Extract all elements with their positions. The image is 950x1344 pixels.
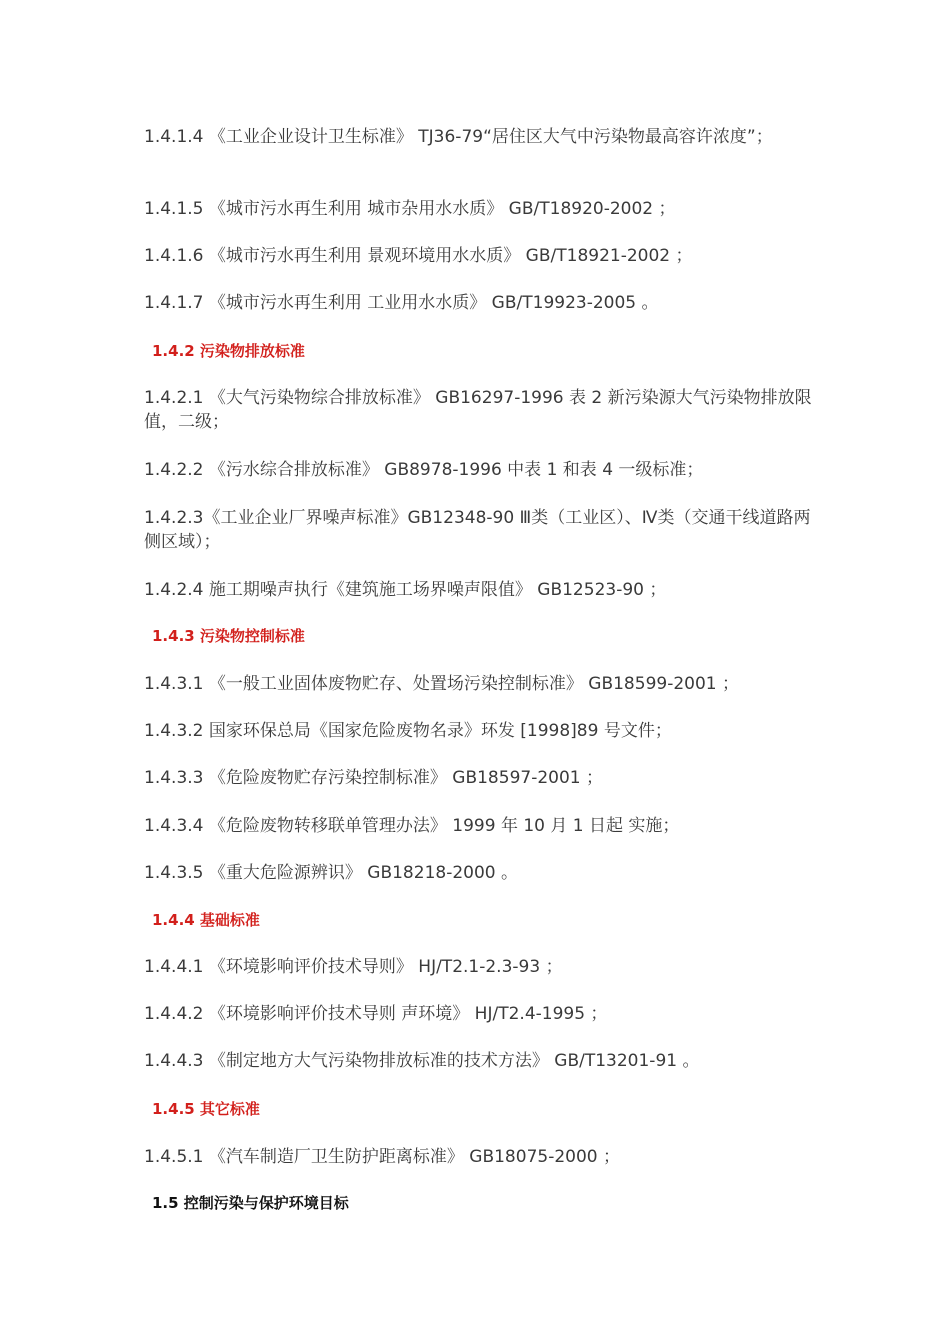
section-heading-1-4-4: 1.4.4 基础标准 xyxy=(152,911,260,929)
standard-item-1-4-3-5: 1.4.3.5 《重大危险源辨识》 GB18218-2000 。 xyxy=(144,863,518,883)
standard-item-1-4-5-1: 1.4.5.1 《汽车制造厂卫生防护距离标准》 GB18075-2000 ； xyxy=(144,1147,620,1167)
standard-item-1-4-1-4: 1.4.1.4 《工业企业设计卫生标准》 TJ36-79“居住区大气中污染物最高容许浓度”； xyxy=(144,127,773,147)
standard-item-1-4-2-1: 1.4.2.1 《大气污染物综合排放标准》 GB16297-1996 表 2 新污染源大气污染物排放限值，二级； xyxy=(144,388,812,432)
standard-item-1-4-1-7: 1.4.1.7 《城市污水再生利用 工业用水水质》 GB/T19923-2005 。 xyxy=(144,293,659,313)
section-heading-1-4-3: 1.4.3 污染物控制标准 xyxy=(152,627,305,645)
standard-item-1-4-4-1: 1.4.4.1 《环境影响评价技术导则》 HJ/T2.1-2.3-93 ； xyxy=(144,957,563,977)
section-heading-1-4-2: 1.4.2 污染物排放标准 xyxy=(152,342,305,360)
standard-item-1-4-3-3: 1.4.3.3 《危险废物贮存污染控制标准》 GB18597-2001 ； xyxy=(144,768,603,788)
standard-item-1-4-1-6: 1.4.1.6 《城市污水再生利用 景观环境用水水质》 GB/T18921-2002 ； xyxy=(144,246,693,266)
standard-item-1-4-1-5: 1.4.1.5 《城市污水再生利用 城市杂用水水质》 GB/T18920-2002 ； xyxy=(144,199,676,219)
section-heading-1-5: 1.5 控制污染与保护环境目标 xyxy=(152,1194,349,1212)
standard-item-1-4-3-1: 1.4.3.1 《一般工业固体废物贮存、处置场污染控制标准》 GB18599-2001 ； xyxy=(144,674,739,694)
standard-item-1-4-4-3: 1.4.4.3 《制定地方大气污染物排放标准的技术方法》 GB/T13201-91 。 xyxy=(144,1051,700,1071)
standard-item-1-4-2-2: 1.4.2.2 《污水综合排放标准》 GB8978-1996 中表 1 和表 4 一级标准； xyxy=(144,460,704,480)
standard-item-1-4-4-2: 1.4.4.2 《环境影响评价技术导则 声环境》 HJ/T2.4-1995 ； xyxy=(144,1004,608,1024)
standard-item-1-4-2-3: 1.4.2.3《工业企业厂界噪声标准》GB12348-90 Ⅲ类（工业区）、Ⅳ类（交通干线道路两侧区域）； xyxy=(144,508,811,552)
section-heading-1-4-5: 1.4.5 其它标准 xyxy=(152,1100,260,1118)
standard-item-1-4-3-2: 1.4.3.2 国家环保总局《国家危险废物名录》环发 [1998]89 号文件； xyxy=(144,721,672,741)
standard-item-1-4-3-4: 1.4.3.4 《危险废物转移联单管理办法》 1999 年 10 月 1 日起 实施； xyxy=(144,816,680,836)
standard-item-1-4-2-4: 1.4.2.4 施工期噪声执行《建筑施工场界噪声限值》 GB12523-90 ； xyxy=(144,580,667,600)
